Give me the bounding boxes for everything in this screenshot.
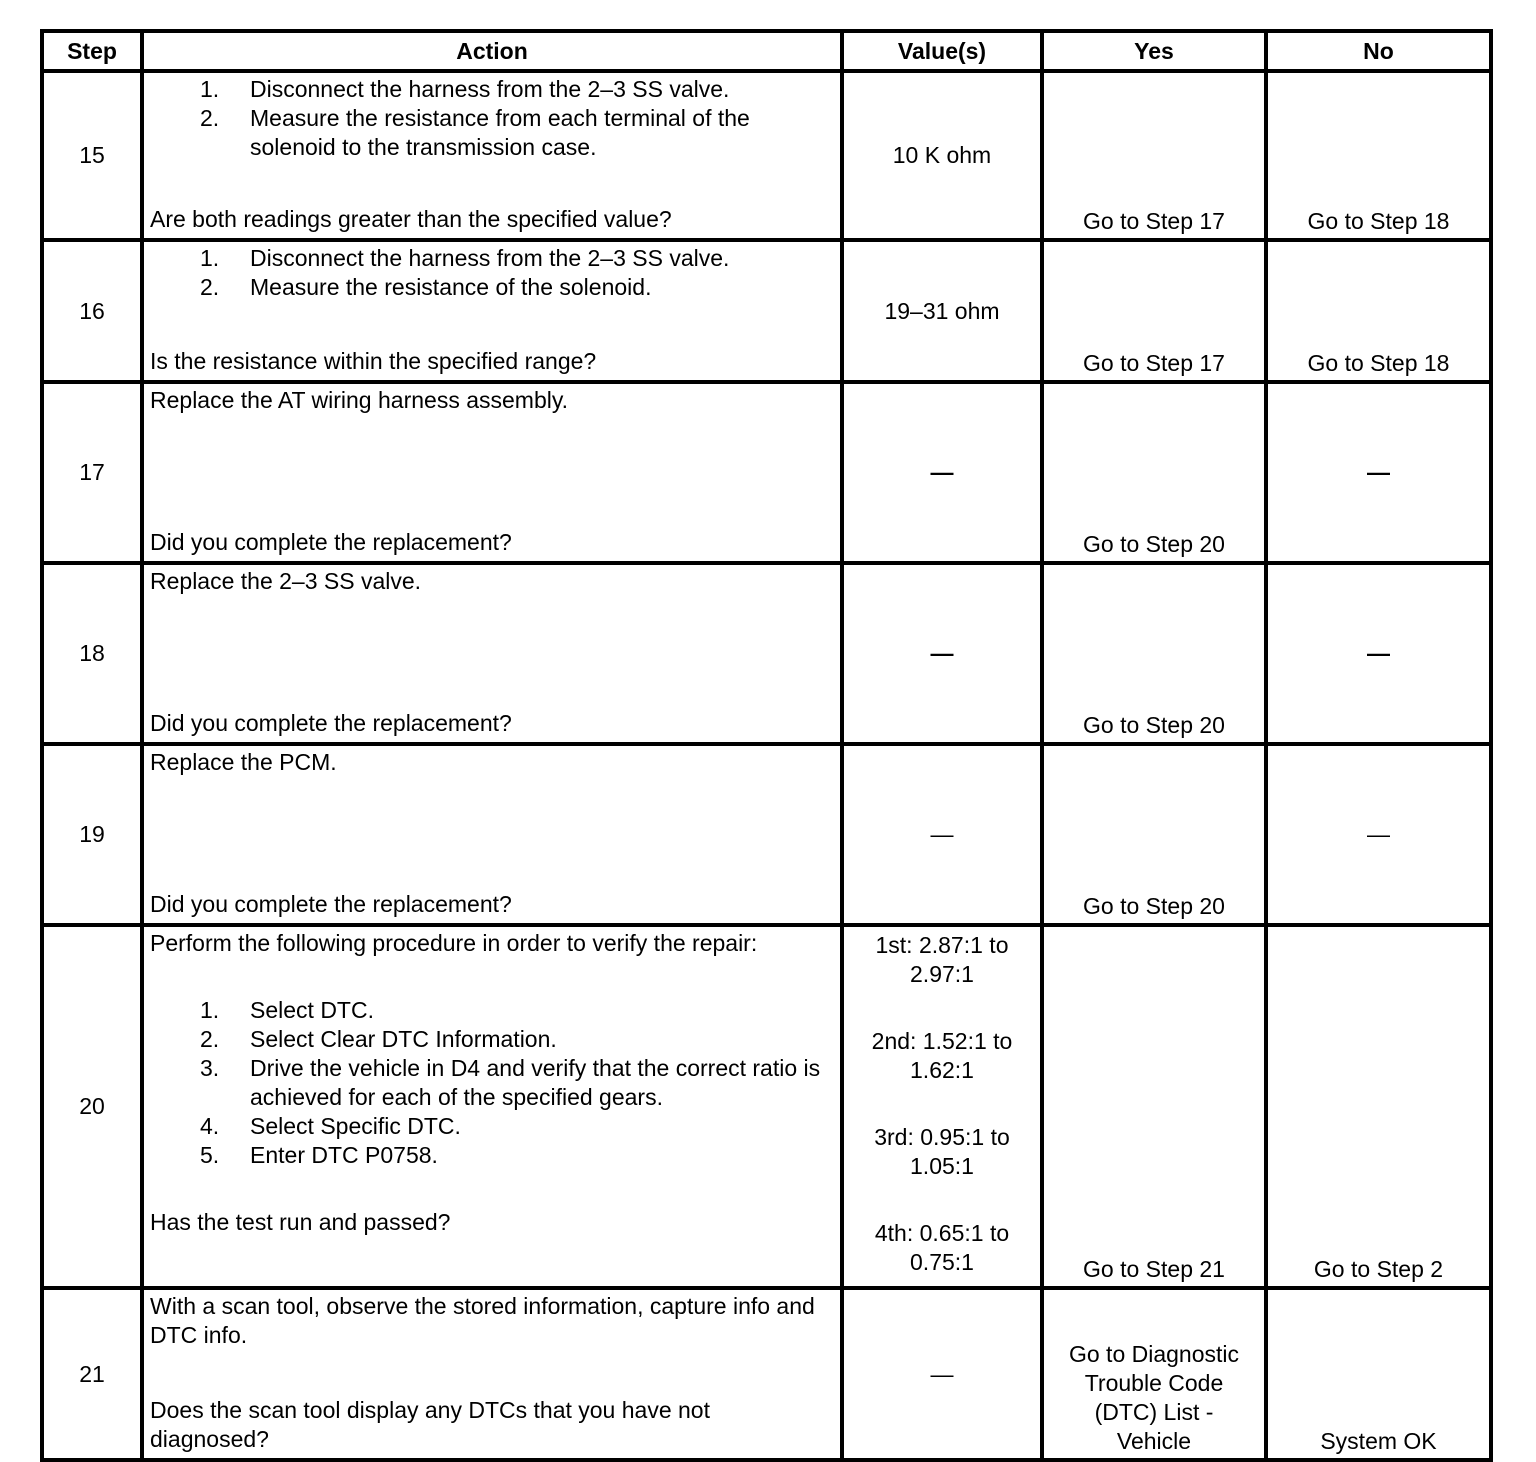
header-no: No	[1266, 31, 1491, 71]
value-cell: —	[842, 744, 1042, 925]
step-number: 21	[42, 1288, 142, 1460]
table-row-step-18	[42, 563, 1491, 744]
list-item: 2. Measure the resistance of the solenoid.	[200, 274, 652, 300]
list-item: 2. Select Clear DTC Information.	[200, 1026, 557, 1052]
header-yes: Yes	[1042, 31, 1266, 71]
yes-cell: Go to Step 21	[1042, 925, 1266, 1288]
action-question: Does the scan tool display any DTCs that you have not diagnosed?	[150, 1397, 710, 1452]
action-intro: Replace the PCM.	[150, 749, 337, 775]
list-item: 2. Measure the resistance from each terminal of the solenoid to the transmission case.	[200, 105, 750, 160]
action-intro: Replace the 2–3 SS valve.	[150, 568, 422, 594]
yes-cell: Go to Step 20	[1042, 563, 1266, 744]
yes-cell: Go to Step 20	[1042, 382, 1266, 563]
table-row-step-15	[42, 71, 1491, 240]
header-step: Step	[42, 31, 142, 71]
header-row	[42, 31, 1491, 71]
no-cell: —	[1266, 382, 1491, 563]
list-item: 5. Enter DTC P0758.	[200, 1142, 438, 1168]
action-intro: Perform the following procedure in order to verify the repair:	[150, 930, 758, 956]
table-row-step-19	[42, 744, 1491, 925]
list-item: 1. Select DTC.	[200, 997, 374, 1023]
step-number: 15	[42, 71, 142, 240]
action-cell	[142, 925, 842, 1288]
table-row-step-21	[42, 1288, 1491, 1460]
step-number: 18	[42, 563, 142, 744]
step-number: 17	[42, 382, 142, 563]
no-cell: System OK	[1266, 1288, 1491, 1460]
gear-ratio-4th: 4th: 0.65:1 to 0.75:1	[874, 1220, 1010, 1275]
no-cell: —	[1266, 744, 1491, 925]
gear-ratio-3rd: 3rd: 0.95:1 to 1.05:1	[874, 1124, 1010, 1179]
list-item: 4. Select Specific DTC.	[200, 1113, 461, 1139]
no-cell: Go to Step 2	[1266, 925, 1491, 1288]
table-row-step-17	[42, 382, 1491, 563]
yes-cell: Go to Step 20	[1042, 744, 1266, 925]
action-cell	[142, 382, 842, 563]
value-cell: —	[842, 1288, 1042, 1460]
table-row-step-20	[42, 925, 1491, 1288]
header-values: Value(s)	[842, 31, 1042, 71]
action-question: Did you complete the replacement?	[150, 710, 512, 736]
gear-ratio-2nd: 2nd: 1.52:1 to 1.62:1	[871, 1028, 1013, 1083]
yes-cell: Go to Diagnostic Trouble Code (DTC) List - Vehicle	[1042, 1288, 1266, 1460]
action-question: Are both readings greater than the specified value?	[150, 206, 672, 232]
diagnostic-table	[40, 29, 1493, 1462]
table-row-step-16	[42, 240, 1491, 382]
action-cell	[142, 240, 842, 382]
step-number: 19	[42, 744, 142, 925]
list-item: 3. Drive the vehicle in D4 and verify that the correct ratio is achieved for each of the specified gears.	[200, 1055, 821, 1110]
action-cell	[142, 563, 842, 744]
value-cell: —	[842, 563, 1042, 744]
no-cell: Go to Step 18	[1266, 240, 1491, 382]
action-cell	[142, 1288, 842, 1460]
action-intro: Replace the AT wiring harness assembly.	[150, 387, 569, 413]
value-cell: 10 K ohm	[842, 71, 1042, 240]
action-question: Is the resistance within the specified range?	[150, 348, 597, 374]
action-cell	[142, 71, 842, 240]
action-steps	[150, 244, 834, 302]
step-number: 16	[42, 240, 142, 382]
action-question: Has the test run and passed?	[150, 1209, 451, 1235]
action-steps	[150, 75, 834, 162]
list-item: 1. Disconnect the harness from the 2–3 SS valve.	[200, 245, 730, 271]
value-cell: 19–31 ohm	[842, 240, 1042, 382]
action-question: Did you complete the replacement?	[150, 891, 512, 917]
no-cell: Go to Step 18	[1266, 71, 1491, 240]
no-cell: —	[1266, 563, 1491, 744]
yes-cell: Go to Step 17	[1042, 240, 1266, 382]
yes-cell: Go to Step 17	[1042, 71, 1266, 240]
action-cell	[142, 744, 842, 925]
step-number: 20	[42, 925, 142, 1288]
value-cell	[842, 925, 1042, 1288]
action-steps	[150, 996, 834, 1170]
list-item: 1. Disconnect the harness from the 2–3 SS valve.	[200, 76, 730, 102]
value-cell: —	[842, 382, 1042, 563]
header-action: Action	[142, 31, 842, 71]
action-question: Did you complete the replacement?	[150, 529, 512, 555]
gear-ratio-1st: 1st: 2.87:1 to 2.97:1	[875, 932, 1009, 987]
action-intro: With a scan tool, observe the stored information, capture info and DTC info.	[150, 1293, 815, 1348]
